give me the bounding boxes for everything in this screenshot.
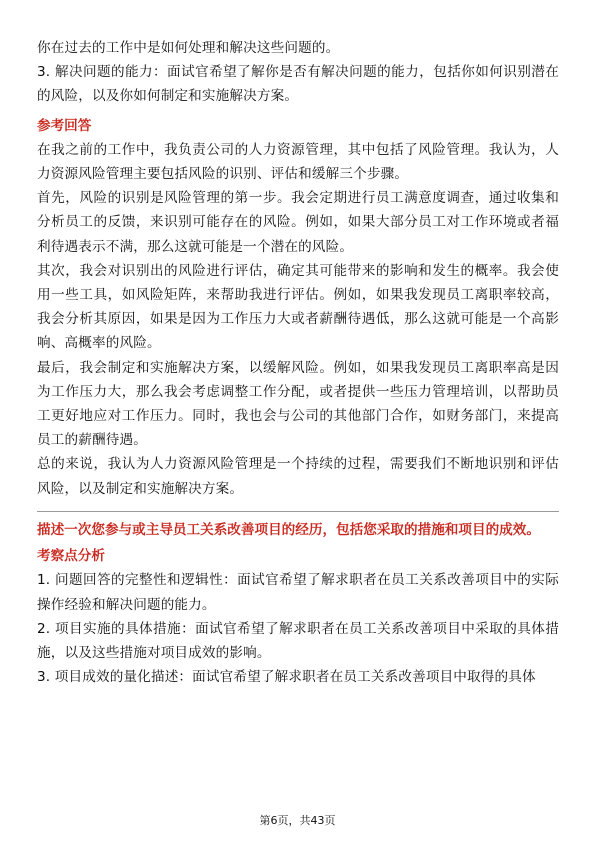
reference-paragraph: 最后，我会制定和实施解决方案，以缓解风险。例如，如果我发现员工离职率高是因为工作压力大，那么我会考虑调整工作分配，或者提供一些压力管理培训，以帮助员工更好地应对工作压力。同时，我也会与公司的其他部门合作，如财务部门，来提高员工的薪酬待遇。 [37, 359, 559, 449]
section-divider [37, 511, 559, 512]
reference-paragraph: 其次，我会对识别出的风险进行评估，确定其可能带来的影响和发生的概率。我会使用一些工具，如风险矩阵，来帮助我进行评估。例如，如果我发现员工离职率较高，我会分析其原因，如果是因为工作压力大或者薪酬待遇低，那么这就可能是一个高影响、高概率的风险。 [37, 262, 559, 352]
reference-paragraph: 总的来说，我认为人力资源风险管理是一个持续的过程，需要我们不断地识别和评估风险，以及制定和实施解决方案。 [37, 456, 559, 497]
intro-line-continuation: 你在过去的工作中是如何处理和解决这些问题的。 [37, 40, 340, 56]
analysis-heading: 考察点分析 [37, 548, 105, 565]
analysis-point: 2. 项目实施的具体措施：面试官希望了解求职者在员工关系改善项目中采取的具体措施，以及这些措施对项目成效的影响。 [37, 620, 559, 661]
intro-point-3: 3. 解决问题的能力：面试官希望了解你是否有解决问题的能力，包括你如何识别潜在的风险，以及你如何制定和实施解决方案。 [37, 64, 559, 105]
page-content [37, 36, 559, 689]
reference-answer-heading: 参考回答 [37, 117, 92, 134]
analysis-point: 1. 问题回答的完整性和逻辑性：面试官希望了解求职者在员工关系改善项目中的实际操作经验和解决问题的能力。 [37, 572, 559, 613]
reference-paragraph: 首先，风险的识别是风险管理的第一步。我会定期进行员工满意度调查，通过收集和分析员工的反馈，来识别可能存在的风险。例如，如果大部分员工对工作环境或者福利待遇表示不满，那么这就可能是一个潜在的风险。 [37, 190, 559, 255]
page-number-footer: 第6页，共43页 [259, 814, 336, 827]
interview-question: 描述一次您参与或主导员工关系改善项目的经历，包括您采取的措施和项目的成效。 [37, 522, 540, 539]
reference-paragraph: 在我之前的工作中，我负责公司的人力资源管理，其中包括了风险管理。我认为，人力资源风险管理主要包括风险的识别、评估和缓解三个步骤。 [37, 141, 559, 183]
analysis-point: 3. 项目成效的量化描述：面试官希望了解求职者在员工关系改善项目中取得的具体 [37, 669, 536, 686]
